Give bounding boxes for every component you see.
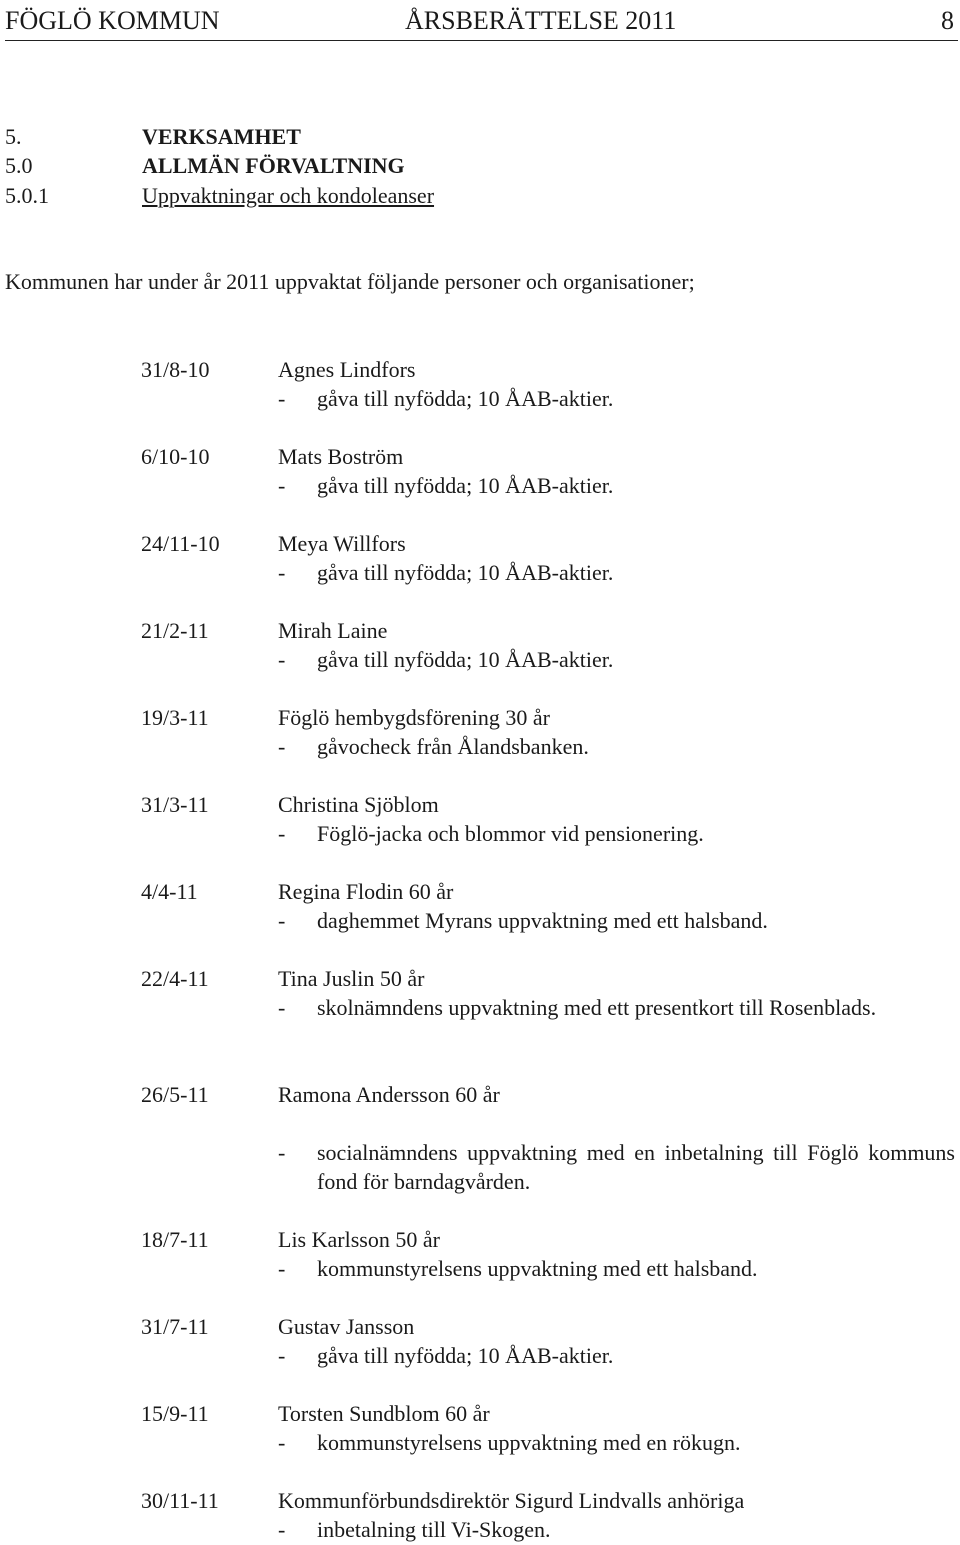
entry-name: Ramona Andersson 60 år xyxy=(278,1082,500,1107)
entry-date: 30/11-11 xyxy=(141,1488,219,1513)
entry-name: Tina Juslin 50 år xyxy=(278,966,425,991)
header-page-number: 8 xyxy=(941,6,954,35)
entry-description: gåvocheck från Ålandsbanken. xyxy=(317,734,589,759)
entry-dash: - xyxy=(278,1256,286,1281)
entry-dash: - xyxy=(278,1140,286,1165)
entry-date: 19/3-11 xyxy=(141,705,209,730)
entry-description: gåva till nyfödda; 10 ÅAB-aktier. xyxy=(317,647,614,672)
entry-dash: - xyxy=(278,908,286,933)
entry-description: socialnämndens uppvaktning med en inbetalning till Föglö kommuns fond för barndagvården. xyxy=(317,1140,955,1194)
entry-name: Mats Boström xyxy=(278,444,404,469)
entry-name: Kommunförbundsdirektör Sigurd Lindvalls anhöriga xyxy=(278,1488,745,1513)
entry-date: 24/11-10 xyxy=(141,531,220,556)
entry-date: 4/4-11 xyxy=(141,879,198,904)
entry-name: Föglö hembygdsförening 30 år xyxy=(278,705,550,730)
entry-dash: - xyxy=(278,1343,286,1368)
entry-dash: - xyxy=(278,560,286,585)
entry-description: gåva till nyfödda; 10 ÅAB-aktier. xyxy=(317,473,614,498)
entry-date: 31/7-11 xyxy=(141,1314,209,1339)
entry-dash: - xyxy=(278,386,286,411)
header-report-title: ÅRSBERÄTTELSE 2011 xyxy=(405,6,677,35)
entry-dash: - xyxy=(278,995,286,1020)
entry-date: 26/5-11 xyxy=(141,1082,209,1107)
entry-name: Meya Willfors xyxy=(278,531,406,556)
entry-description: gåva till nyfödda; 10 ÅAB-aktier. xyxy=(317,560,614,585)
entry-name: Regina Flodin 60 år xyxy=(278,879,454,904)
entry-dash: - xyxy=(278,647,286,672)
section-title: ALLMÄN FÖRVALTNING xyxy=(142,153,405,178)
entry-description: Föglö-jacka och blommor vid pensionering. xyxy=(317,821,704,846)
section-title: VERKSAMHET xyxy=(142,124,301,149)
entry-description: kommunstyrelsens uppvaktning med en rökugn. xyxy=(317,1430,741,1455)
intro-paragraph: Kommunen har under år 2011 uppvaktat följande personer och organisationer; xyxy=(5,269,695,294)
page-header xyxy=(5,2,958,41)
entry-date: 22/4-11 xyxy=(141,966,209,991)
entry-name: Gustav Jansson xyxy=(278,1314,415,1339)
header-municipality: FÖGLÖ KOMMUN xyxy=(5,6,220,35)
entry-description: inbetalning till Vi-Skogen. xyxy=(317,1517,551,1542)
entry-dash: - xyxy=(278,473,286,498)
section-number: 5.0 xyxy=(5,153,33,178)
entry-date: 15/9-11 xyxy=(141,1401,209,1426)
section-number: 5.0.1 xyxy=(5,183,49,208)
entry-dash: - xyxy=(278,821,286,846)
entry-name: Lis Karlsson 50 år xyxy=(278,1227,440,1252)
entry-description: daghemmet Myrans uppvaktning med ett halsband. xyxy=(317,908,768,933)
entry-description: gåva till nyfödda; 10 ÅAB-aktier. xyxy=(317,386,614,411)
entry-description: gåva till nyfödda; 10 ÅAB-aktier. xyxy=(317,1343,614,1368)
entry-name: Torsten Sundblom 60 år xyxy=(278,1401,490,1426)
section-title: Uppvaktningar och kondoleanser xyxy=(142,183,435,208)
entry-date: 31/8-10 xyxy=(141,357,210,382)
entry-name: Mirah Laine xyxy=(278,618,388,643)
entry-date: 18/7-11 xyxy=(141,1227,209,1252)
entry-date: 31/3-11 xyxy=(141,792,209,817)
entry-description: kommunstyrelsens uppvaktning med ett halsband. xyxy=(317,1256,758,1281)
entry-name: Agnes Lindfors xyxy=(278,357,416,382)
entry-dash: - xyxy=(278,1517,286,1542)
entry-name: Christina Sjöblom xyxy=(278,792,439,817)
entry-date: 6/10-10 xyxy=(141,444,210,469)
entry-date: 21/2-11 xyxy=(141,618,209,643)
entry-dash: - xyxy=(278,734,286,759)
entry-dash: - xyxy=(278,1430,286,1455)
entry-description: skolnämndens uppvaktning med ett presentkort till Rosenblads. xyxy=(317,995,877,1020)
section-number: 5. xyxy=(5,124,22,149)
